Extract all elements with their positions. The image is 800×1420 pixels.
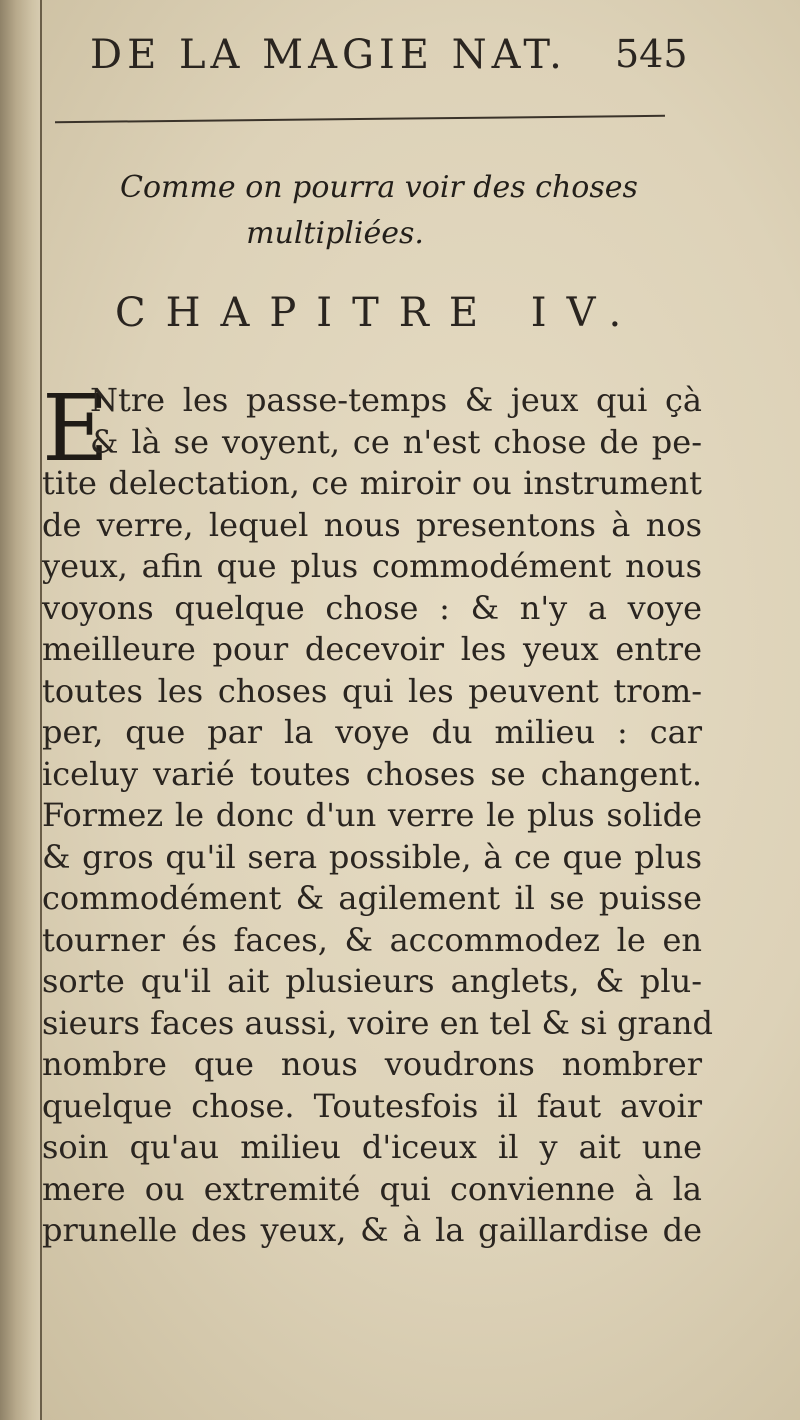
body-line: toutes les choses qui les peuvent trom- [42, 671, 702, 710]
body-line: soin qu'au milieu d'iceux il y ait une [42, 1128, 702, 1166]
body-line: prunelle des yeux, & à la gaillardise de [42, 1211, 702, 1249]
body-line: Formez le donc d'un verre le plus solide [42, 796, 702, 834]
body-line: tite delectation, ce miroir ou instrument [42, 464, 702, 502]
running-title: DE LA MAGIE NAT. [90, 32, 567, 78]
body-line: nombre que nous voudrons nombrer [42, 1045, 702, 1083]
body-line: per, que par la voye du milieu : car [42, 713, 702, 751]
body-line: Ntre les passe-temps & jeux qui çà [90, 381, 702, 419]
body-text [42, 375, 713, 1252]
body-line: voyons quelque chose : & n'y a voye [42, 588, 702, 627]
body-line: de verre, lequel nous presentons à nos [42, 505, 702, 544]
body-line: quelque chose. Toutesfois il faut avoir [42, 1086, 702, 1125]
chapter-heading: CHAPITRE IV. [115, 290, 642, 336]
section-title-line-1: Comme on pourra voir des choses [120, 170, 638, 205]
running-head [90, 32, 690, 92]
body-line: iceluy varié toutes choses se changent. [42, 754, 702, 793]
body-line: sorte qu'il ait plusieurs anglets, & plu- [42, 962, 702, 1000]
section-title-line-2: multipliées. [246, 216, 424, 251]
page-number: 545 [615, 32, 688, 76]
body-line: meilleure pour decevoir les yeux entre [42, 630, 702, 668]
body-line: commodément & agilement il se puisse [42, 879, 702, 917]
header-rule [55, 115, 665, 123]
binding-gutter [0, 0, 42, 1420]
drop-cap: E [42, 375, 110, 482]
body-line: tourner és faces, & accommodez le en [42, 920, 702, 959]
body-line: mere ou extremité qui convienne à la [42, 1169, 702, 1208]
section-title [100, 165, 660, 257]
body-line: & là se voyent, ce n'est chose de pe- [90, 422, 702, 461]
body-line: yeux, afin que plus commodément nous [42, 547, 702, 585]
body-line: sieurs faces aussi, voire en tel & si grand [42, 1003, 713, 1042]
body-line: & gros qu'il sera possible, à ce que plus [42, 837, 702, 876]
